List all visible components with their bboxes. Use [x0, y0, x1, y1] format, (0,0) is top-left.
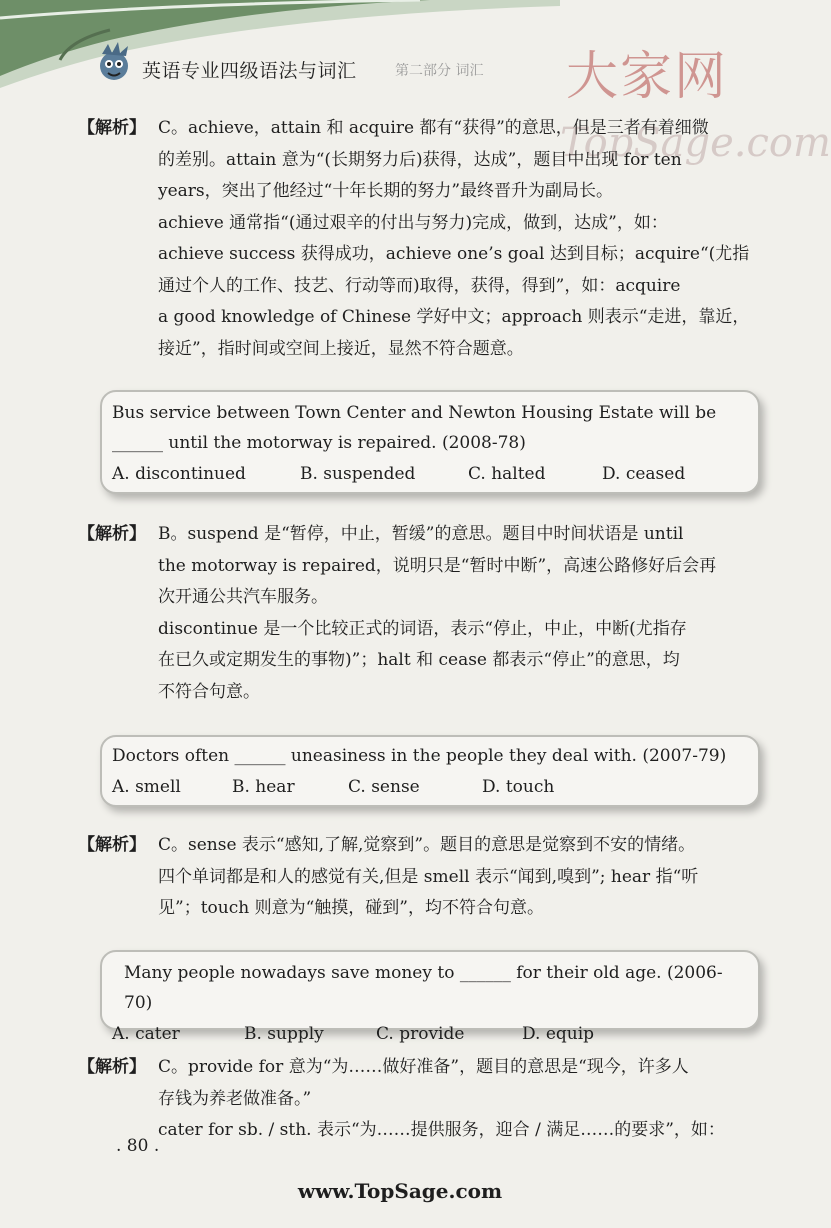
options-row — [112, 460, 746, 488]
analysis-block-2 — [78, 519, 778, 708]
options-row — [112, 773, 746, 801]
analysis-label: 【解析】 — [78, 835, 146, 855]
analysis-line: years，突出了他经过“十年长期的努力”最终晋升为副局长。 — [158, 181, 614, 201]
watermark-logo-en: TopSage.com — [560, 120, 831, 166]
question-stem: ______ until the motorway is repaired. (2008-78) — [112, 433, 526, 453]
analysis-label: 【解析】 — [78, 1057, 146, 1077]
option-c: C. sense — [348, 777, 420, 797]
analysis-line: 在已久或定期发生的事物)”；halt 和 cease 都表示“停止”的意思，均 — [158, 650, 680, 670]
analysis-line: a good knowledge of Chinese 学好中文；approach 则表示“走进，靠近， — [158, 307, 750, 327]
analysis-label: 【解析】 — [78, 118, 146, 138]
analysis-text — [158, 830, 778, 925]
analysis-line: C。provide for 意为“为……做好准备”，题目的意思是“现今，许多人 — [158, 1057, 689, 1077]
option-b: B. suspended — [300, 464, 416, 484]
book-title: 英语专业四级语法与词汇 — [142, 60, 357, 82]
analysis-block-1 — [78, 113, 778, 365]
analysis-line: 四个单词都是和人的感觉有关,但是 smell 表示“闻到,嗅到”; hear 指“听 — [158, 866, 699, 887]
analysis-block-3 — [78, 830, 778, 925]
analysis-line: 次开通公共汽车服务。 — [158, 587, 328, 607]
analysis-line: 接近”，指时间或空间上接近，显然不符合题意。 — [158, 338, 524, 359]
question-stem: Many people nowadays save money to ______ for their old age. (2006-70) — [124, 963, 723, 1013]
analysis-line: achieve success 获得成功，achieve one’s goal 达到目标；acquire“(尤指 — [158, 244, 750, 264]
analysis-line: 存钱为养老做准备。” — [158, 1088, 312, 1109]
option-c: C. provide — [376, 1024, 465, 1044]
question-stem: Bus service between Town Center and Newton Housing Estate will be — [112, 403, 717, 423]
analysis-text — [158, 519, 778, 708]
analysis-line: the motorway is repaired，说明只是“暂时中断”，高速公路修好后会再 — [158, 555, 717, 576]
analysis-text — [158, 113, 778, 365]
option-a: A. smell — [112, 777, 181, 797]
analysis-line: cater for sb. / sth. 表示“为……提供服务，迎合 / 满足……的要求”，如： — [158, 1120, 725, 1140]
option-a: A. cater — [112, 1024, 180, 1044]
question-box-3 — [100, 950, 760, 1044]
analysis-block-4 — [78, 1052, 778, 1147]
option-d: D. touch — [482, 777, 555, 797]
analysis-line: 的差别。attain 意为“(长期努力后)获得，达成”，题目中出现 for ten — [158, 149, 682, 170]
page-number: . 80 . — [116, 1136, 160, 1156]
analysis-label: 【解析】 — [78, 524, 146, 544]
analysis-line: 见”；touch 则意为“触摸，碰到”，均不符合句意。 — [158, 898, 544, 918]
analysis-text — [158, 1052, 778, 1147]
analysis-line: C。sense 表示“感知,了解,觉察到”。题目的意思是觉察到不安的情绪。 — [158, 835, 696, 855]
question-box-2 — [100, 735, 760, 807]
question-box-1 — [100, 390, 760, 494]
option-a: A. discontinued — [112, 464, 246, 484]
watermark-logo-cn: 大家网 — [566, 47, 729, 107]
option-b: B. hear — [232, 777, 295, 797]
option-d: D. ceased — [602, 464, 686, 484]
analysis-line: C。achieve，attain 和 acquire 都有“获得”的意思，但是三者有着细微 — [158, 118, 709, 138]
option-c: C. halted — [468, 464, 546, 484]
footer-url: www.TopSage.com — [297, 1179, 503, 1203]
option-b: B. supply — [244, 1024, 324, 1044]
section-label: 第二部分 词汇 — [395, 63, 484, 79]
analysis-line: B。suspend 是“暂停，中止，暂缓”的意思。题目中时间状语是 until — [158, 524, 684, 544]
options-row — [112, 1020, 746, 1048]
mascot-icon — [90, 40, 140, 90]
analysis-line: 通过个人的工作、技艺、行动等而)取得，获得，得到”，如：acquire — [158, 275, 681, 296]
option-d: D. equip — [522, 1024, 595, 1044]
analysis-line: discontinue 是一个比较正式的词语，表示“停止，中止，中断(尤指存 — [158, 618, 687, 639]
analysis-line: 不符合句意。 — [158, 681, 260, 702]
analysis-line: achieve 通常指“(通过艰辛的付出与努力)完成，做到，达成”，如： — [158, 212, 668, 233]
question-stem: Doctors often ______ uneasiness in the people they deal with. (2007-79) — [112, 746, 727, 766]
